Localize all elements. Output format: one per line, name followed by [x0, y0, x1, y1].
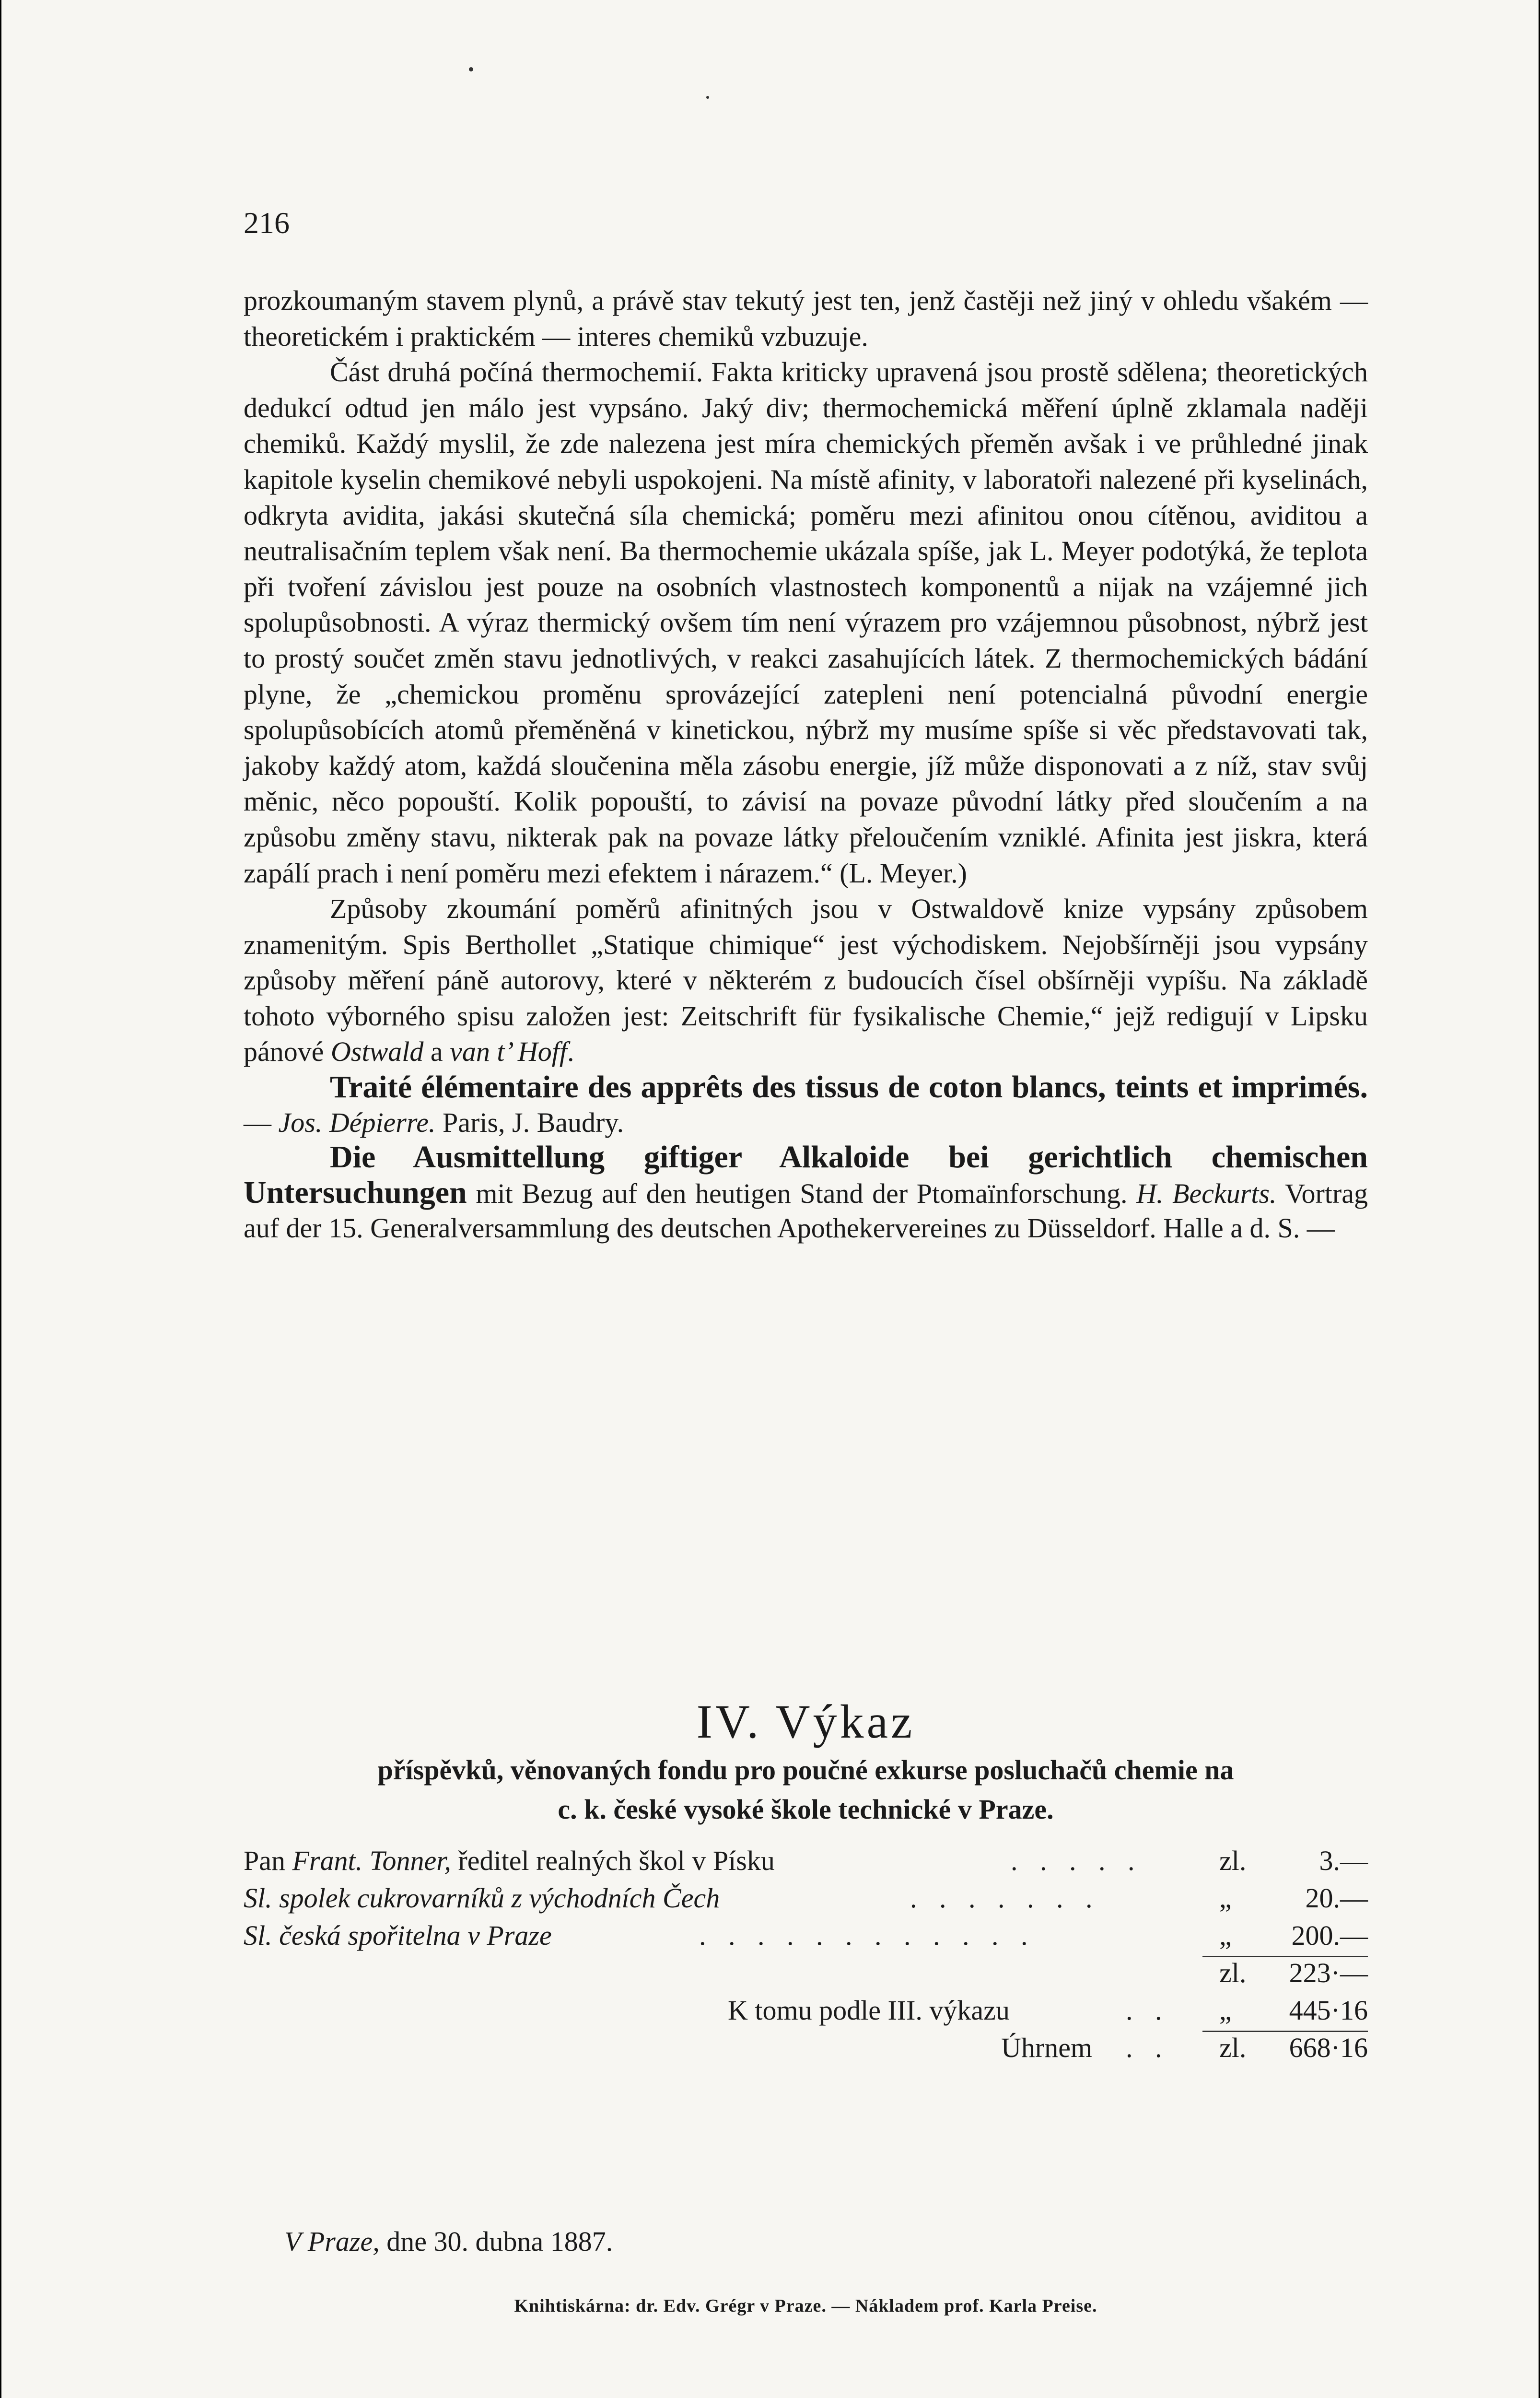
total-row: Úhrnem . . zl. 668·16 [1001, 2032, 1368, 2063]
donor-name: Frant. Tonner, [292, 1845, 451, 1876]
currency: zl. [1219, 1845, 1247, 1876]
paragraph-text: Způsoby zkoumání poměrů afinitných jsou v Ostwaldově knize vypsány způsobem znamenitým. Spis Berthollet „Statique chimique“ jest východiskem. Nejobšírněji jsou vypsány způsoby měření páně autorovy, které v některém z budoucích čísel obšírněji vypíšu. Na základě tohoto výborného spisu založen jest: Zeitschrift für fysikalische Chemie,“ jejž redigují v Lipsku pánové [244, 893, 1368, 1068]
print-speck [706, 96, 709, 99]
donor-name: Sl. spolek cukrovarníků z východních Čech [244, 1882, 720, 1914]
paragraph: prozkoumaným stavem plynů, a právě stav tekutý jest ten, jenž častěji než jiný v ohledu všakém — theoretickém i praktickém — interes chemiků vzbuzuje. [244, 285, 1368, 352]
section-subtitle: příspěvků, věnovaných fondu pro poučné exkurse posluchačů chemie na c. k. české vysoké škole technické v Praze. [377, 1754, 1234, 1825]
author-name: van t’ Hoff [450, 1036, 567, 1068]
table-row: Pan Frant. Tonner, ředitel realných škol v Písku . . . . . zl. 3.— [244, 1845, 1368, 1876]
paragraph: Způsoby zkoumání poměrů afinitných jsou v Ostwaldově knize vypsány způsobem znamenitým. Spis Berthollet „Statique chimique“ jest východiskem. Nejobšírněji jsou vypsány způsoby měření páně autorovy, které v některém z budoucích čísel obšírněji vypíšu. Na základě tohoto výborného spisu založen jest: Zeitschrift für fysikalische Chemie,“ jejž redigují v Lipsku pánové Ostwald a van t’ Hoff. [244, 893, 1368, 1068]
amount: 223·— [1289, 1957, 1368, 1988]
section-title: IV. Výkaz [696, 1695, 915, 1748]
currency: „ [1219, 1882, 1232, 1914]
currency: „ [1219, 1920, 1232, 1951]
amount: 445·16 [1289, 1995, 1368, 2026]
currency: zl. [1219, 2032, 1247, 2063]
amount: 668·16 [1289, 2032, 1368, 2063]
document-page [1, 0, 1539, 2398]
table-row: Sl. spolek cukrovarníků z východních Čech . . . . . . . „ 20.— [244, 1882, 1368, 1914]
book-title: Die Ausmittellung giftiger Alkaloide bei gerichtlich chemischen Untersuchungen [244, 1140, 1368, 1211]
imprint-footer: Knihtiskárna: dr. Edv. Grégr v Praze. — Nákladem prof. Karla Preise. [514, 2296, 1097, 2316]
carry-row: K tomu podle III. výkazu . . „ 445·16 [728, 1995, 1368, 2026]
contributions-table [244, 1845, 1368, 2069]
currency: zl. [1219, 1957, 1247, 1988]
date-line: V Praze, dne 30. dubna 1887. [284, 2226, 613, 2257]
body-text [244, 283, 1368, 1246]
page-number: 216 [244, 206, 290, 240]
book-author: Jos. Dépierre. [278, 1107, 436, 1139]
bibliography-entry: Traité élémentaire des apprêts des tissus de coton blancs, teints et imprimés. — Jos. Dépierre. Paris, J. Baudry. [244, 1070, 1368, 1139]
book-title: Traité élémentaire des apprêts des tissus de coton blancs, teints et imprimés. [330, 1070, 1368, 1105]
currency: „ [1219, 1995, 1232, 2026]
table-row: Sl. česká spořitelna v Praze . . . . . . . . . . . . „ 200.— [244, 1920, 1368, 1951]
bibliography-entry: Die Ausmittellung giftiger Alkaloide bei gerichtlich chemischen Untersuchungen mit Bezug auf den heutigen Stand der Ptomaïnforschung. H. Beckurts. Vortrag auf der 15. Generalversammlung des deutschen Apothekervereines zu Düsseldorf. Halle a d. S. — [244, 1140, 1368, 1244]
subtotal-row [244, 1957, 1368, 1994]
amount: 200.— [1291, 1920, 1368, 1951]
book-author: H. Beckurts. [1136, 1178, 1277, 1210]
amount: 20.— [1305, 1882, 1368, 1914]
amount: 3.— [1319, 1845, 1368, 1876]
paragraph: Část druhá počíná thermochemií. Fakta kriticky upravená jsou prostě sdělena; theoretických dedukcí odtud jen málo jest vypsáno. Jaký div; thermochemická měření úplně zklamala naději chemiků. Každý myslil, že zde nalezena jest míra chemických přeměn avšak i ve průhledné jinak kapitole kyselin chemikové nebyli uspokojeni. Na místě afinity, v laboratoři nalezené při kyselinách, odkryta avidita, jakási skutečná síla chemická; poměru mezi afinitou onou cítěnou, aviditou a neutralisačním teplem však není. Ba thermochemie ukázala spíše, jak L. Meyer podotýká, že teplota při tvoření závislou jest pouze na osobních vlastnostech komponentů a nijak na vzájemné jich spolupůsobnosti. A výraz thermický ovšem tím není výrazem pro vzájemnou působnost, nýbrž jest to prostý součet změn stavu jednotlivých, v reakci zasahujících látek. Z thermochemických bádání plyne, že „chemickou proměnu sprovázející zatepleni není potencialná původní energie spolupůsobících atomů přeměněná v kinetickou, nýbrž my musíme spíše si věc představovati tak, jakoby každý atom, každá sloučenina měla zásobu energie, jíž může disponovati a z níž, stav svůj měnic, něco popouští. Kolik popouští, to závisí na povaze původní látky před sloučením a na způsobu změny stavu, nikterak pak na povaze látky přeloučením vzniklé. Afinita jest jiskra, která zapálí prach i není poměru mezi efektem i nárazem.“ (L. Meyer.) [244, 356, 1368, 889]
author-name: Ostwald [331, 1036, 424, 1068]
print-speck [469, 67, 473, 71]
donor-name: Sl. česká spořitelna v Praze [244, 1920, 552, 1951]
